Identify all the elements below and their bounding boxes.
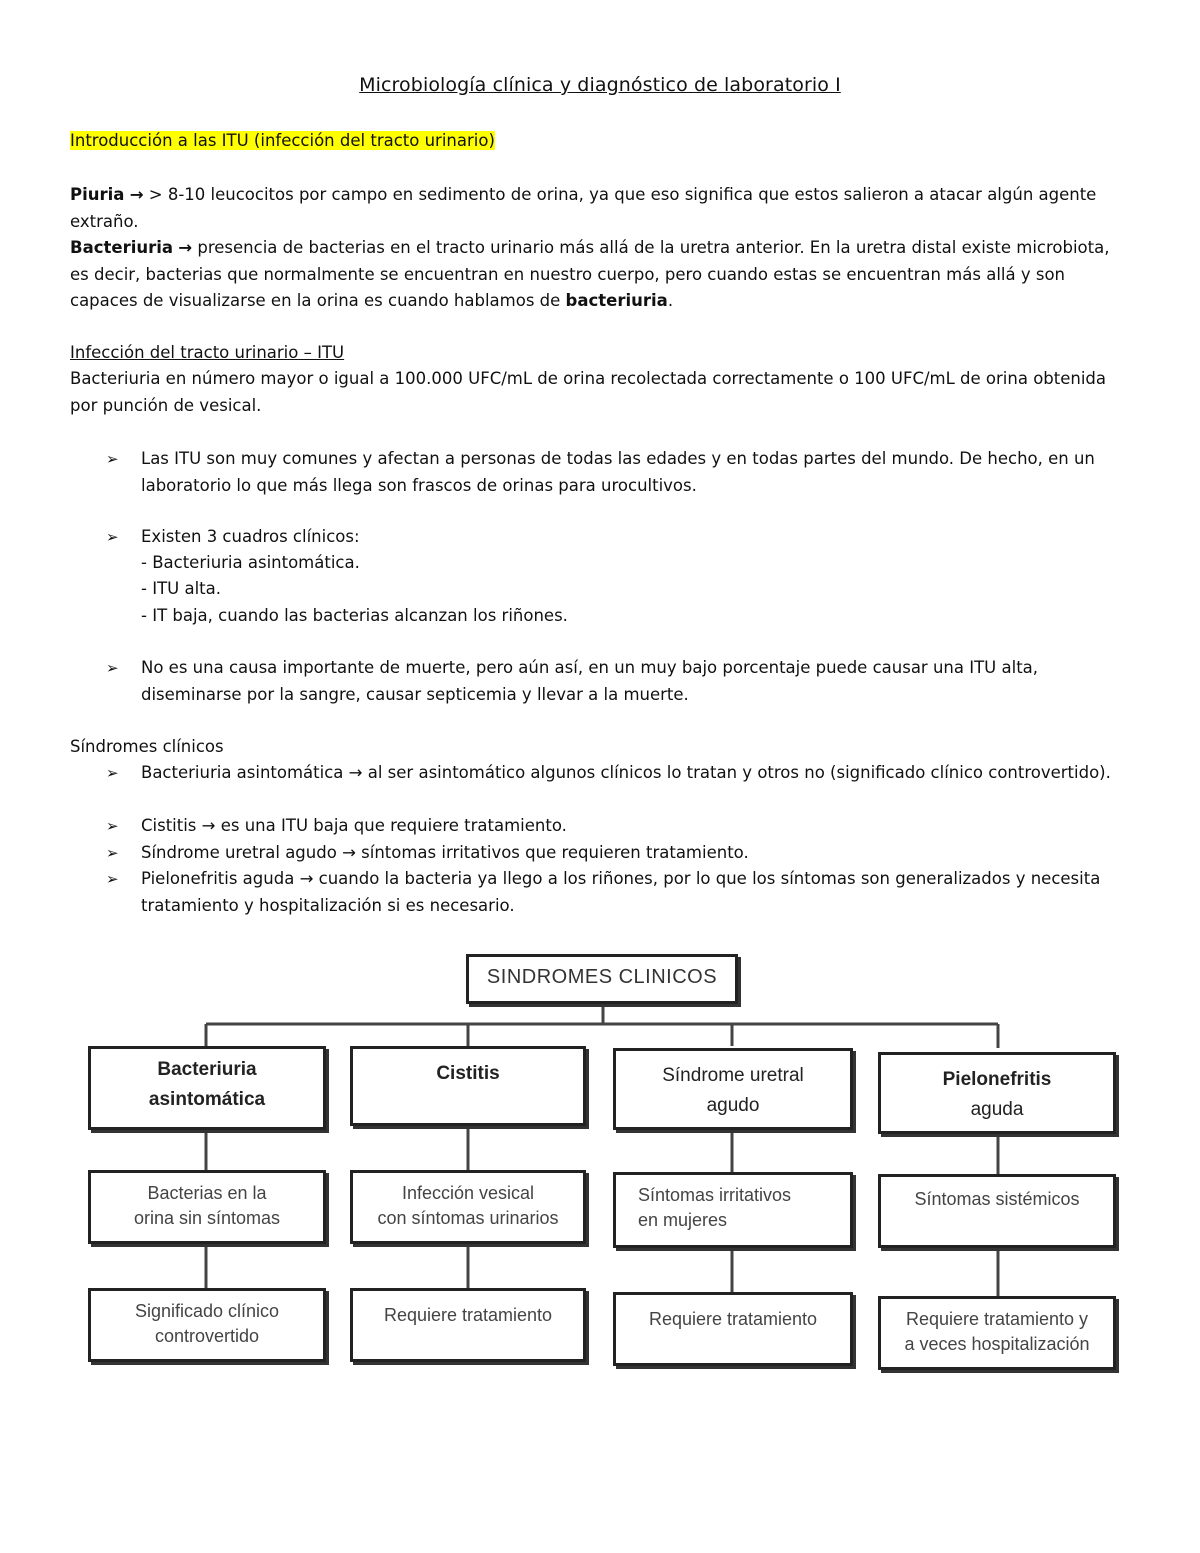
syndrome-description: cuando la bacteria ya llego a los riñones, por lo que los síntomas son generalizados y necesita tratamiento y hospitalización si es necesario. — [141, 869, 1101, 915]
diagram-box-line: Síntomas sistémicos — [914, 1189, 1080, 1209]
diagram-head-box — [88, 1046, 326, 1130]
diagram-box-line: Cistitis — [436, 1063, 500, 1084]
syndrome-name: Pielonefritis aguda — [141, 869, 295, 888]
diagram-box-line: controvertido — [154, 1326, 260, 1346]
arrow-icon: → — [299, 869, 314, 888]
itu-heading: Infección del tracto urinario – ITU — [70, 343, 345, 362]
diagram-box-line: orina sin síntomas — [133, 1208, 281, 1228]
list-item — [106, 840, 1126, 867]
bullet-arrow-icon: ➢ — [106, 870, 119, 888]
diagram-box-line: asintomática — [148, 1089, 266, 1110]
diagram-box-line: a veces hospitalización — [904, 1334, 1090, 1354]
syndromes-diagram — [80, 948, 1125, 1378]
document-title: Microbiología clínica y diagnóstico de laboratorio I — [359, 74, 841, 96]
diagram-mid-box — [88, 1170, 326, 1244]
bullet-arrow-icon: ➢ — [106, 844, 119, 862]
arrow-icon: → — [348, 763, 363, 782]
arrow-icon: → — [178, 238, 193, 257]
syndrome-name: Bacteriuria asintomática — [141, 763, 344, 782]
diagram-box-line: Pielonefritis — [942, 1069, 1052, 1090]
list-item — [106, 813, 1126, 840]
bullet-text — [141, 760, 1126, 787]
bullet-text — [141, 813, 1126, 840]
list-item — [106, 524, 1126, 551]
list-item — [106, 760, 1126, 787]
intro-heading: Introducción a las ITU (infección del tracto urinario) — [70, 131, 495, 150]
syndrome-description: es una ITU baja que requiere tratamiento. — [215, 816, 567, 835]
bullet-arrow-icon: ➢ — [106, 817, 119, 835]
bacteriuria-end: . — [667, 291, 674, 310]
bullet-arrow-icon: ➢ — [106, 528, 119, 546]
itu-paragraph: Bacteriuria en número mayor o igual a 100.000 UFC/mL de orina recolectada correctamente o 100 UFC/mL de orina obtenida por punción de vesical. — [70, 369, 1107, 415]
intro-heading-line — [70, 128, 1130, 155]
diagram-mid-box — [613, 1172, 853, 1248]
syndrome-description: síntomas irritativos que requieren tratamiento. — [355, 843, 749, 862]
bacteriuria-term: Bacteriuria — [70, 238, 174, 257]
diagram-head-box — [350, 1046, 586, 1126]
sindromes-heading: Síndromes clínicos — [70, 737, 224, 756]
diagram-mid-box — [350, 1170, 586, 1244]
bullet-text — [141, 840, 1126, 867]
diagram-head-box — [878, 1052, 1116, 1134]
piuria-paragraph — [70, 182, 1130, 235]
itu-heading-line — [70, 340, 1130, 367]
bacteriuria-paragraph — [70, 235, 1130, 315]
diagram-head-box — [613, 1048, 853, 1130]
diagram-low-box — [88, 1288, 326, 1362]
list-item — [106, 866, 1126, 919]
piuria-term: Piuria — [70, 185, 125, 204]
diagram-box-line: Significado clínico — [134, 1301, 280, 1321]
cuadro-item: - ITU alta. — [141, 579, 221, 598]
arrow-icon: → — [201, 816, 216, 835]
diagram-low-box — [350, 1288, 586, 1362]
arrow-icon: → — [342, 843, 356, 862]
diagram-low-box — [878, 1296, 1116, 1370]
diagram-box-line: Síntomas irritativos — [638, 1185, 792, 1205]
bullet-text: Las ITU son muy comunes y afectan a personas de todas las edades y en todas partes del mundo. De hecho, en un laboratorio lo que más llega son frascos de orinas para urocultivos. — [141, 449, 1095, 495]
list-item — [106, 446, 1126, 499]
syndrome-description: al ser asintomático algunos clínicos lo tratan y otros no (significado clínico controvertido). — [362, 763, 1111, 782]
arrow-icon: → — [129, 185, 144, 204]
bullet-arrow-icon: ➢ — [106, 659, 119, 677]
syndrome-name: Síndrome uretral agudo — [141, 843, 337, 862]
list-item — [106, 655, 1126, 708]
diagram-box-line: Bacteriuria — [157, 1059, 257, 1080]
bullet-text: Existen 3 cuadros clínicos: — [141, 527, 360, 546]
bullet-arrow-icon: ➢ — [106, 450, 119, 468]
diagram-mid-box — [878, 1174, 1116, 1248]
cuadro-item: - Bacteriuria asintomática. — [141, 553, 360, 572]
bacteriuria-term-end: bacteriuria — [565, 291, 668, 310]
bullet-text: No es una causa importante de muerte, pero aún así, en un muy bajo porcentaje puede causar una ITU alta, diseminarse por la sangre, causar septicemia y llevar a la muerte. — [141, 658, 1039, 704]
diagram-box-line: aguda — [970, 1099, 1024, 1120]
diagram-box-line: Requiere tratamiento — [383, 1305, 553, 1325]
syndrome-name: Cistitis — [141, 816, 197, 835]
diagram-box-line: Bacterias en la — [147, 1183, 267, 1203]
diagram-low-box — [613, 1292, 853, 1366]
diagram-box-line: agudo — [706, 1095, 760, 1116]
diagram-box-line: Infección vesical — [401, 1183, 535, 1203]
piuria-text: > 8-10 leucocitos por campo en sedimento de orina, ya que eso significa que estos salieron a atacar algún agente extraño. — [70, 185, 1097, 231]
cuadro-item: - IT baja, cuando las bacterias alcanzan los riñones. — [141, 606, 568, 625]
bullet-text — [141, 866, 1126, 919]
diagram-box-line: Requiere tratamiento y — [905, 1309, 1089, 1329]
diagram-box-line: Requiere tratamiento — [648, 1309, 818, 1329]
bullet-arrow-icon: ➢ — [106, 764, 119, 782]
bacteriuria-text: presencia de bacterias en el tracto urinario más allá de la uretra anterior. En la uretra distal existe microbiota, es decir, bacterias que normalmente se encuentran en nuestro cuerpo, pero cuando estas se encuentran más allá y son capaces de visualizarse en la orina es cuando hablamos de — [70, 238, 1110, 310]
diagram-root-box: SINDROMES CLINICOS — [466, 954, 738, 1004]
diagram-box-line: en mujeres — [638, 1210, 728, 1230]
diagram-box-line: con síntomas urinarios — [377, 1208, 559, 1228]
diagram-box-line: Síndrome uretral — [662, 1065, 804, 1086]
